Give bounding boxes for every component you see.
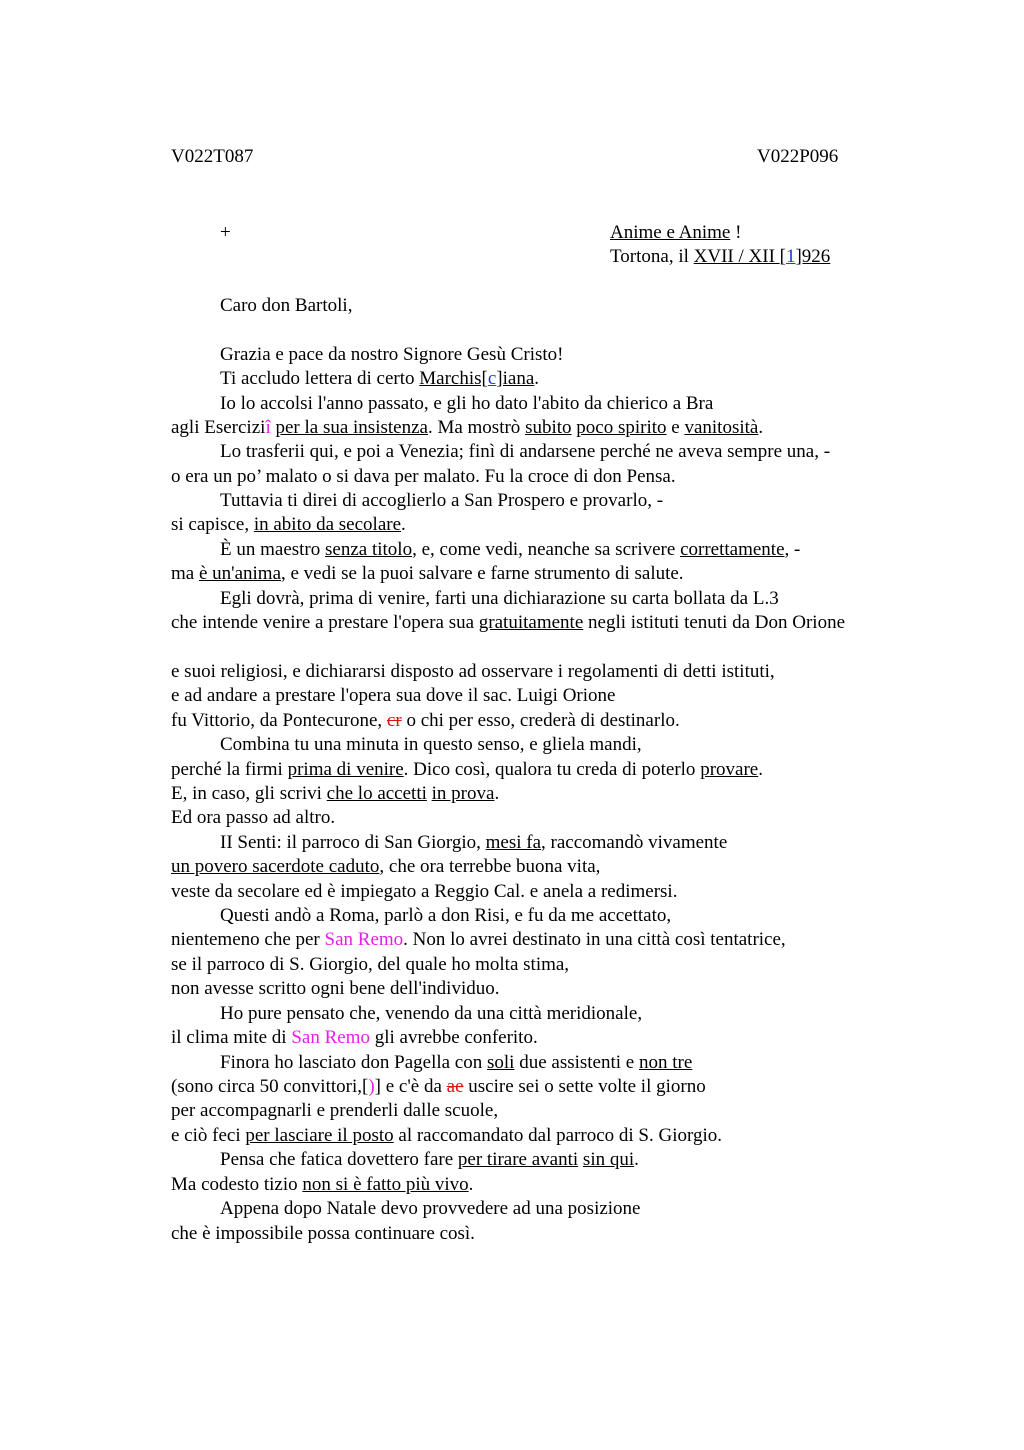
text-line: Ti accludo lettera di certo Marchis[c]iana. xyxy=(220,368,540,389)
text-line: un povero sacerdote caduto, che ora terrebbe buona vita, xyxy=(171,856,601,877)
text-line: È un maestro senza titolo, e, come vedi, neanche sa scrivere correttamente, - xyxy=(220,539,801,560)
text-line: e ad andare a prestare l'opera sua dove il sac. Luigi Orione xyxy=(171,685,616,706)
doc-code-right: V022P096 xyxy=(757,146,839,167)
text-line: Egli dovrà, prima di venire, farti una dichiarazione su carta bollata da L.3 xyxy=(220,588,779,609)
deleted-text: cr xyxy=(386,710,402,731)
text-line: II Senti: il parroco di San Giorgio, mesi fa, raccomandò vivamente xyxy=(220,832,728,853)
text-line: Appena dopo Natale devo provvedere ad una posizione xyxy=(220,1198,641,1219)
text-line: fu Vittorio, da Pontecurone, cr o chi per esso, crederà di destinarlo. xyxy=(171,710,680,731)
text-line: che è impossibile possa continuare così. xyxy=(171,1223,475,1244)
text-line: (sono circa 50 convittori,[)] e c'è da ae uscire sei o sette volte il giorno xyxy=(171,1076,706,1097)
text-line: o era un po’ malato o si dava per malato. Fu la croce di don Pensa. xyxy=(171,466,676,487)
text-line: non avesse scritto ogni bene dell'individuo. xyxy=(171,978,500,999)
text-line: se il parroco di S. Giorgio, del quale ho molta stima, xyxy=(171,954,570,975)
text-line: Io lo accolsi l'anno passato, e gli ho dato l'abito da chierico a Bra xyxy=(220,393,714,414)
text-line: ma è un'anima, e vedi se la puoi salvare e farne strumento di salute. xyxy=(171,563,684,584)
text-line: Finora ho lasciato don Pagella con soli due assistenti e non tre xyxy=(220,1052,693,1073)
text-line: nientemeno che per San Remo. Non lo avrei destinato in una città così tentatrice, xyxy=(171,929,786,950)
date-line: Tortona, il XVII / XII [1]926 xyxy=(610,246,831,267)
text-line: perché la firmi prima di venire. Dico così, qualora tu creda di poterlo provare. xyxy=(171,759,763,780)
motto: Anime e Anime ! xyxy=(610,222,742,243)
text-line: e ciò feci per lasciare il posto al raccomandato dal parroco di S. Giorgio. xyxy=(171,1125,722,1146)
cross-mark: + xyxy=(220,222,231,243)
doc-code-left: V022T087 xyxy=(171,146,254,167)
text-line: Ma codesto tizio non si è fatto più vivo. xyxy=(171,1174,474,1195)
text-line: che intende venire a prestare l'opera sua gratuitamente negli istituti tenuti da Don Orione xyxy=(171,612,846,633)
text-line: Questi andò a Roma, parlò a don Risi, e fu da me accettato, xyxy=(220,905,672,926)
text-line: il clima mite di San Remo gli avrebbe conferito. xyxy=(171,1027,538,1048)
text-line: Ed ora passo ad altro. xyxy=(171,807,336,828)
text-line: si capisce, in abito da secolare. xyxy=(171,514,406,535)
deleted-text: ae xyxy=(446,1076,464,1097)
text-line: Lo trasferii qui, e poi a Venezia; finì di andarsene perché ne aveva sempre una, - xyxy=(220,441,831,462)
text-line: Pensa che fatica dovettero fare per tirare avanti sin qui. xyxy=(220,1149,639,1170)
text-line: Combina tu una minuta in questo senso, e gliela mandi, xyxy=(220,734,642,755)
text-line: per accompagnarli e prenderli dalle scuole, xyxy=(171,1100,499,1121)
blessing: Grazia e pace da nostro Signore Gesù Cristo! xyxy=(220,344,564,365)
text-line: e suoi religiosi, e dichiararsi disposto ad osservare i regolamenti di detti istituti, xyxy=(171,661,775,682)
motto-text: Anime e Anime xyxy=(610,222,731,243)
text-line: E, in caso, gli scrivi che lo accetti in prova. xyxy=(171,783,500,804)
text-line: agli Eserciziî per la sua insistenza. Ma mostrò subito poco spirito e vanitosità. xyxy=(171,417,764,438)
text-line: veste da secolare ed è impiegato a Reggio Cal. e anela a redimersi. xyxy=(171,881,678,902)
text-line: Tuttavia ti direi di accoglierlo a San Prospero e provarlo, - xyxy=(220,490,664,511)
text-line: Ho pure pensato che, venendo da una città meridionale, xyxy=(220,1003,643,1024)
salutation: Caro don Bartoli, xyxy=(220,295,353,316)
